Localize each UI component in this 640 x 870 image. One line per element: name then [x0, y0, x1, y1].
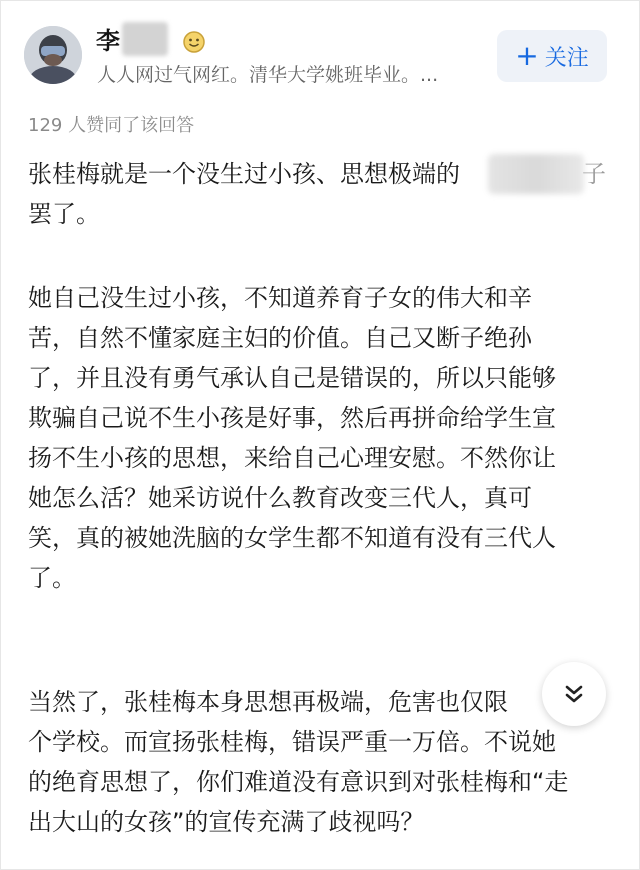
avatar[interactable] [24, 26, 82, 84]
scroll-down-button[interactable] [542, 662, 606, 726]
text-line: 当然了，张桂梅本身思想再极端，危害也仅限 [28, 688, 508, 716]
author-bio: 人人网过气网红。清华大学姚班毕业。... [97, 64, 439, 86]
text-line: 了，并且没有勇气承认自己是错误的，所以只能够 [28, 364, 556, 392]
answer-paragraph-2 [28, 278, 618, 598]
upvote-count: 129 人赞同了该回答 [28, 115, 195, 136]
follow-label: 关注 [544, 45, 589, 71]
text-line: 笑，真的被她洗脑的女学生都不知道有没有三代人 [28, 524, 556, 552]
redacted-name-mosaic [122, 22, 168, 56]
plus-icon: + [515, 39, 539, 72]
answer-paragraph-3 [28, 682, 618, 842]
text-line: 苦，自然不懂家庭主妇的价值。自己又断子绝孙 [28, 324, 532, 352]
answer-header [0, 0, 640, 115]
text-line: 个学校。而宣扬张桂梅，错误严重一万倍。不说她 [28, 728, 556, 756]
text-line: 了。 [28, 564, 76, 592]
redacted-text-mosaic [488, 154, 584, 194]
text-line: 的绝育思想了，你们难道没有意识到对张桂梅和“走 [28, 768, 569, 796]
double-chevron-down-icon [561, 681, 587, 707]
partially-hidden-char: 子 [582, 160, 606, 188]
text-line: 出大山的女孩”的宣传充满了歧视吗？ [28, 808, 425, 836]
text-line: 张桂梅就是一个没生过小孩、思想极端的 [28, 160, 460, 188]
text-line: 她自己没生过小孩，不知道养育子女的伟大和辛 [28, 284, 532, 312]
follow-button[interactable] [497, 30, 607, 82]
smiley-badge-icon [182, 30, 206, 54]
avatar-image [24, 26, 82, 84]
author-name[interactable]: 李 [96, 27, 120, 55]
text-line: 欺骗自己说不生小孩是好事，然后再拼命给学生宣 [28, 404, 556, 432]
text-line: 罢了。 [28, 200, 100, 228]
text-line: 她怎么活？她采访说什么教育改变三代人，真可 [28, 484, 532, 512]
text-line: 扬不生小孩的思想，来给自己心理安慰。不然你让 [28, 444, 556, 472]
